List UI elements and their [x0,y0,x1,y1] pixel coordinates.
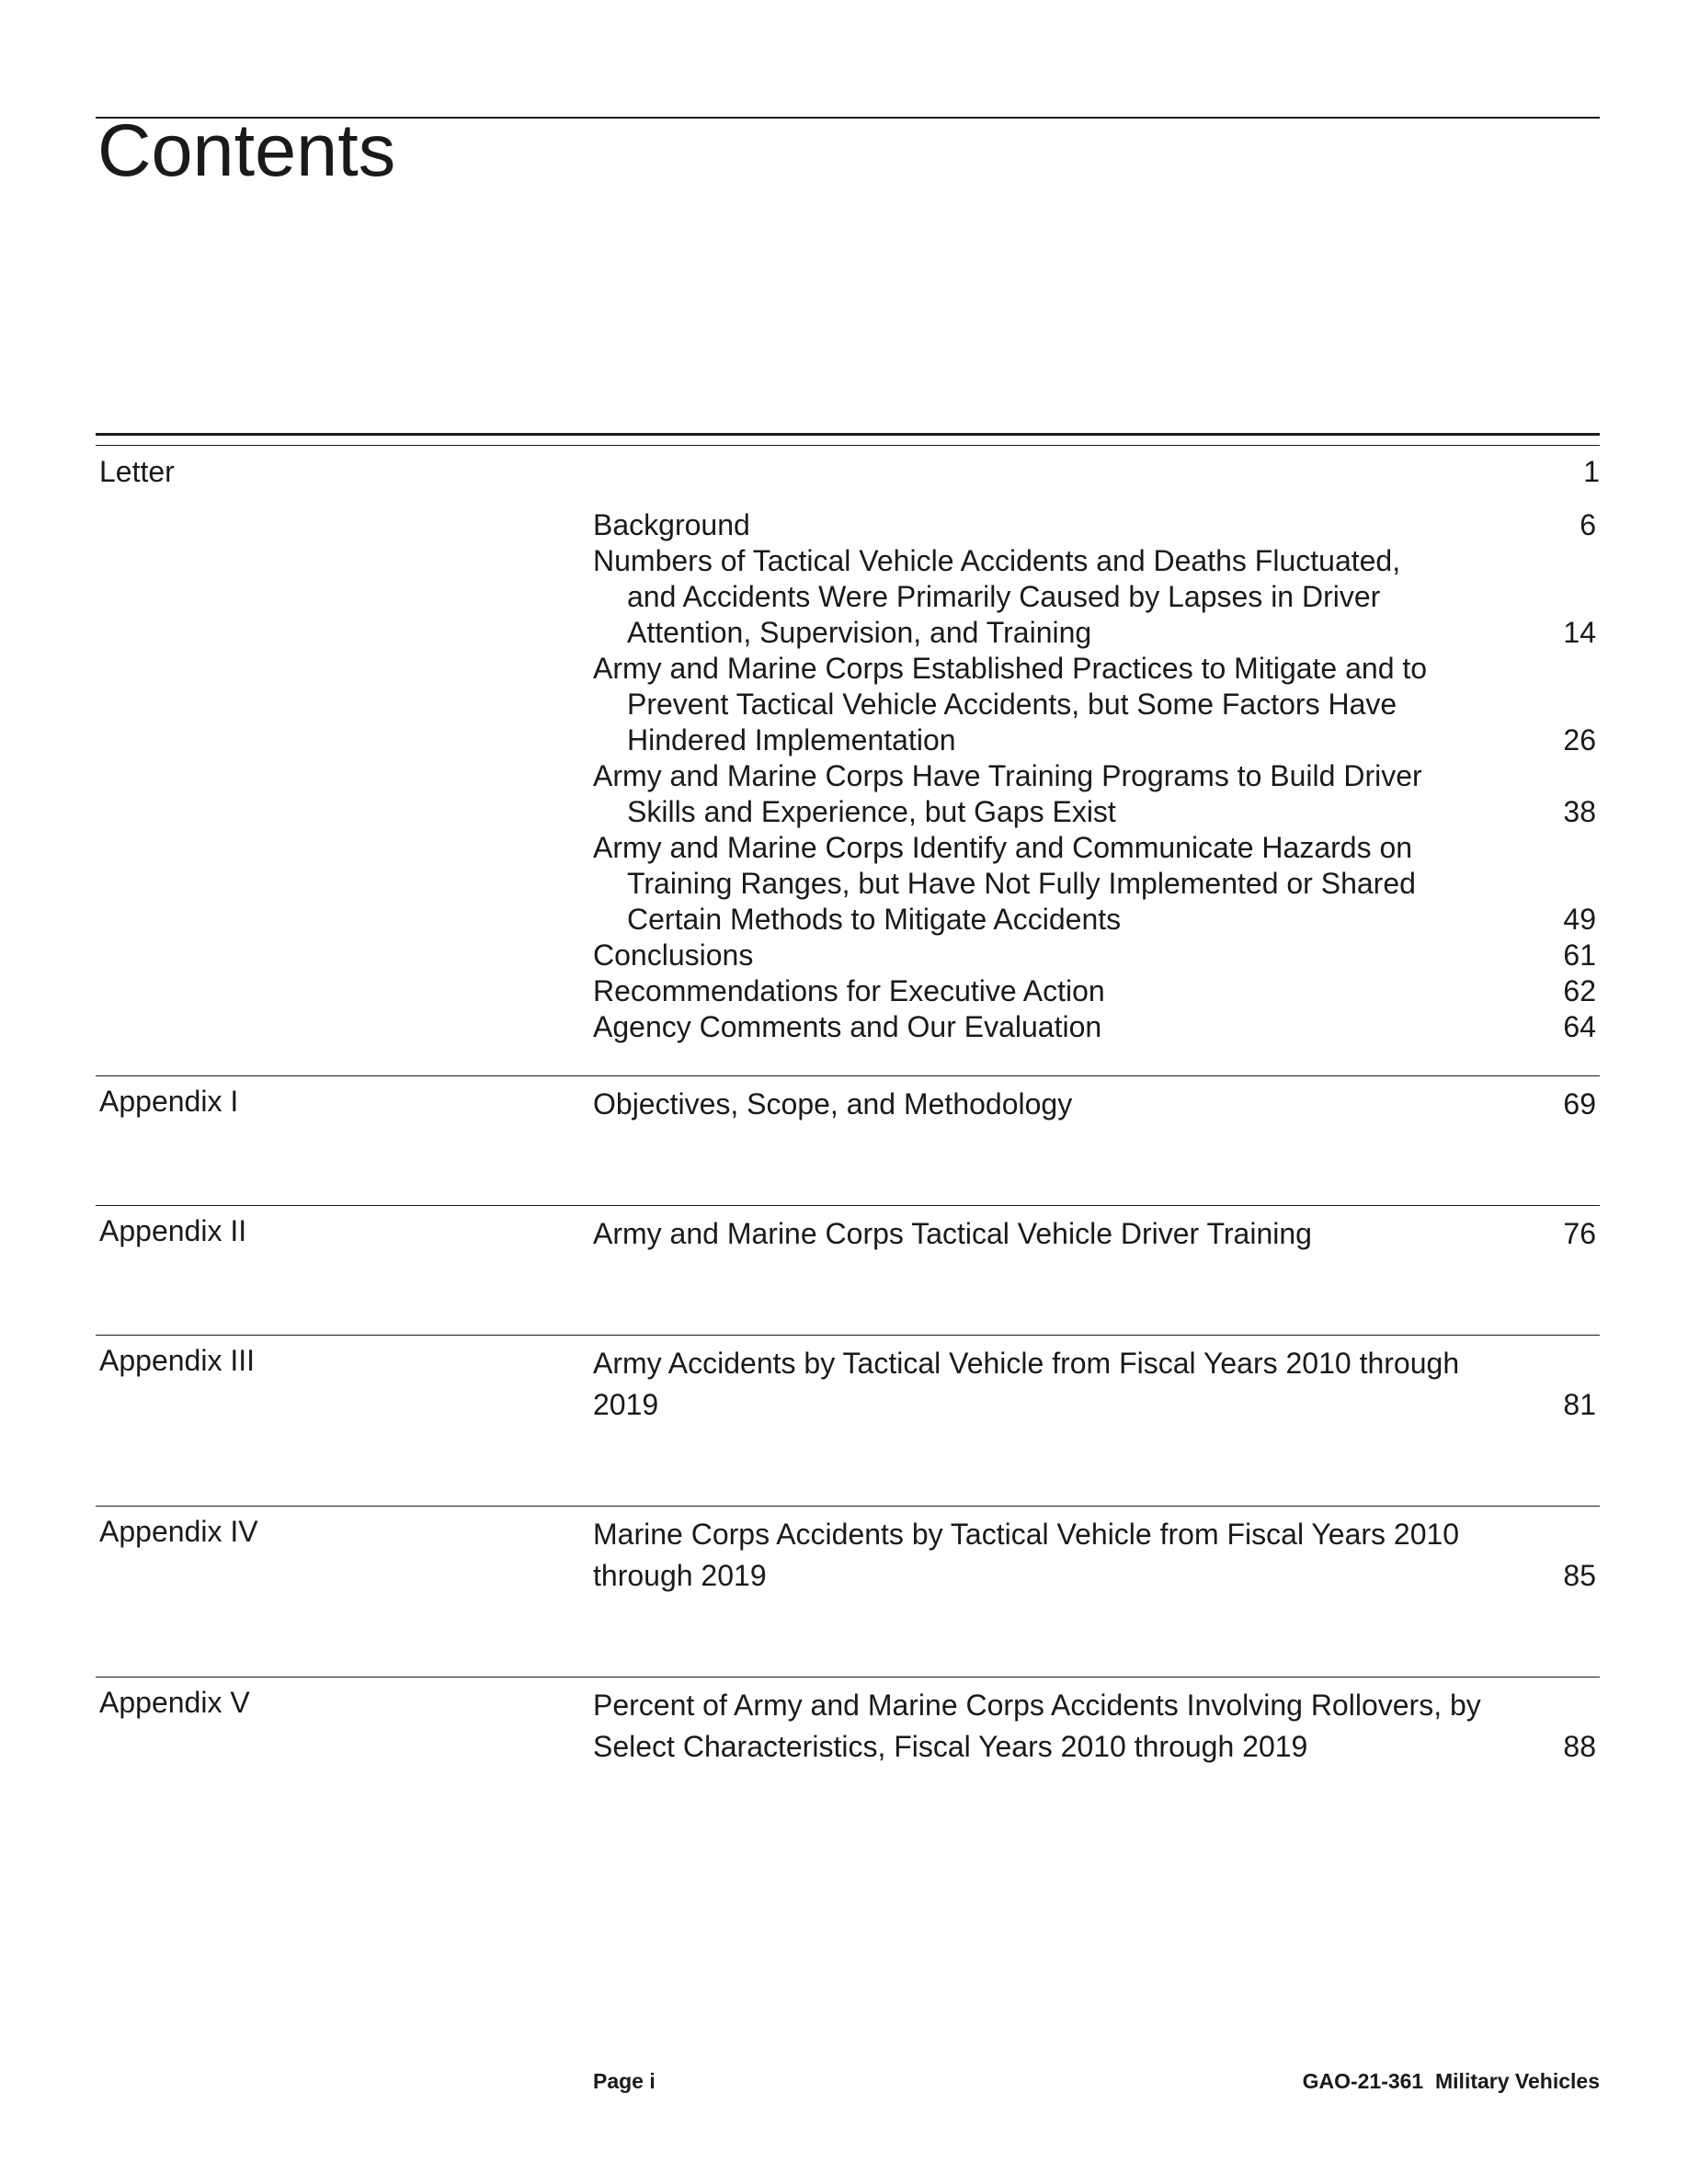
entry-text: Army and Marine Corps Have Training Programs to Build Driver [593,759,1422,792]
toc-entry-accidents-deaths[interactable] [593,543,1600,651]
appendix-label: Appendix II [99,1214,247,1247]
entry-text-continued: Training Ranges, but Have Not Fully Implemented or Shared [627,867,1416,900]
entry-text: Recommendations for Executive Action [593,974,1105,1007]
entry-text: Army and Marine Corps Identify and Communicate Hazards on [593,831,1413,864]
entry-text: Conclusions [593,938,754,972]
entry-page-number: 62 [1563,974,1596,1007]
toc-entry-recommendations[interactable] [593,973,1600,1009]
appendix-label: Appendix IV [99,1515,258,1548]
entry-text: Agency Comments and Our Evaluation [593,1010,1102,1043]
entry-page-number: 81 [1563,1388,1596,1421]
toc-entry-hazards[interactable] [593,830,1600,938]
letter-page-number: 1 [1583,455,1600,488]
entry-text-continued: through 2019 [593,1559,767,1592]
entry-text: Numbers of Tactical Vehicle Accidents and Deaths Fluctuated, [593,544,1401,577]
entry-text-continued: Select Characteristics, Fiscal Years 2010 through 2019 [593,1730,1308,1763]
entry-page-number: 14 [1563,616,1596,649]
entry-page-number: 38 [1563,795,1596,828]
appendix-label: Appendix I [99,1085,239,1118]
entry-text: Army and Marine Corps Tactical Vehicle Driver Training [593,1217,1312,1250]
appendix-label: Appendix V [99,1686,250,1719]
toc-entry-appendix-3[interactable] [593,1343,1600,1426]
entry-page-number: 49 [1563,903,1596,936]
entry-text-continued: Certain Methods to Mitigate Accidents [627,903,1122,936]
entry-text-continued: 2019 [593,1388,659,1421]
toc-entry-appendix-4[interactable] [593,1514,1600,1597]
toc-entry-conclusions[interactable] [593,938,1600,973]
toc-entry-appendix-2[interactable] [593,1213,1600,1255]
appendix-4-rule [96,1506,1600,1507]
entry-text: Army Accidents by Tactical Vehicle from Fiscal Years 2010 through [593,1347,1460,1380]
letter-top-rule-thin [96,445,1600,446]
entry-page-number: 88 [1563,1730,1596,1763]
appendix-2-rule [96,1205,1600,1206]
entry-page-number: 85 [1563,1559,1596,1592]
entry-text: Background [593,508,750,541]
appendix-1-rule [96,1075,1600,1076]
entry-page-number: 76 [1563,1217,1596,1250]
entry-text: Percent of Army and Marine Corps Accidents Involving Rollovers, by [593,1689,1481,1722]
entry-text: Army and Marine Corps Established Practices to Mitigate and to [593,652,1428,685]
entry-text-continued: Skills and Experience, but Gaps Exist [627,795,1116,828]
entry-page-number: 26 [1563,723,1596,756]
letter-page-row [1583,454,1600,490]
footer-report-id: GAO-21-361 Military Vehicles [1302,2069,1600,2093]
entry-page-number: 64 [1563,1010,1596,1043]
entry-text-continued: Prevent Tactical Vehicle Accidents, but Some Factors Have [627,688,1397,721]
toc-entry-background[interactable] [593,507,1600,543]
letter-top-rule-thick [96,433,1600,436]
entry-text: Objectives, Scope, and Methodology [593,1087,1073,1120]
entry-text-continued: Hindered Implementation [627,723,956,756]
appendix-5-rule [96,1677,1600,1678]
footer-page-label: Page i [593,2069,656,2093]
appendix-label: Appendix III [99,1344,255,1377]
entry-page-number: 61 [1563,938,1596,972]
toc-entry-training-programs[interactable] [593,758,1600,830]
toc-entry-established-practices[interactable] [593,651,1600,758]
page-title: Contents [97,109,396,192]
entry-page-number: 6 [1580,508,1596,541]
appendix-3-rule [96,1335,1600,1336]
entry-text-continued: and Accidents Were Primarily Caused by Lapses in Driver [627,580,1381,613]
toc-entry-agency-comments[interactable] [593,1009,1600,1045]
toc-entry-appendix-5[interactable] [593,1685,1600,1768]
toc-entry-appendix-1[interactable] [593,1084,1600,1125]
entry-text: Marine Corps Accidents by Tactical Vehicle from Fiscal Years 2010 [593,1518,1460,1551]
entry-text-continued: Attention, Supervision, and Training [627,616,1092,649]
entry-page-number: 69 [1563,1087,1596,1120]
letter-label: Letter [99,455,175,488]
